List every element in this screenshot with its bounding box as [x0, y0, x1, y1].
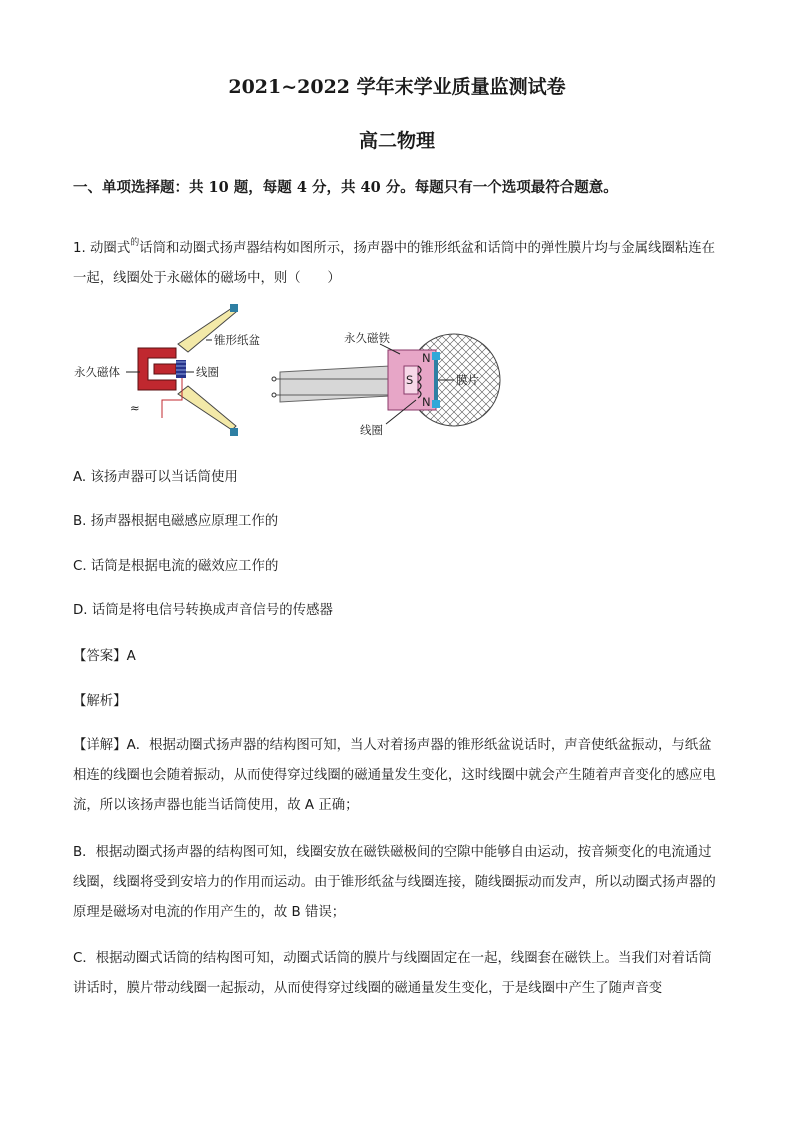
microphone-diagram: [272, 331, 500, 437]
answer-value: A: [126, 649, 136, 664]
page-title: 2021~2022 学年末学业质量监测试卷: [228, 76, 566, 98]
option-c: C. 话筒是根据电流的磁效应工作的: [73, 559, 279, 574]
mic-coil-label: 线圈: [360, 423, 383, 437]
question-stem-part2: 话筒和动圈式扬声器结构如图所示，扬声器中的锥形纸盆和话筒中的弹性膜片均与金属线圈粘连在一起，线圈处于永磁体的磁场中，则（ ）: [73, 241, 716, 286]
detail-b: B．根据动圈式扬声器的结构图可知，线圈安放在磁铁磁极间的空隙中能够自由运动，按音频变化的电流通过线圈，线圈将受到安培力的作用而运动。由于锥形纸盆与线圈连接，随线圈振动而发声，所以动圈式扬声器的原理是磁场对电流的作用产生的，故 B 错误；: [73, 845, 716, 920]
mic-pole-s: S: [406, 373, 414, 387]
answer-label: 【答案】: [73, 649, 127, 664]
section-heading: 一、单项选择题：共 10 题，每题 4 分，共 40 分。每题只有一个选项最符合题意。: [73, 179, 618, 196]
detail-a: [73, 731, 721, 821]
speaker-cone-edge-bottom: [230, 428, 238, 436]
mic-diaphragm: [434, 358, 438, 402]
speaker-diagram: [74, 304, 260, 436]
detail-a-text: A．根据动圈式扬声器的结构图可知，当人对着扬声器的锥形纸盆说话时，声音使纸盆振动，与纸盆相连的线圈也会随着振动，从而使得穿过线圈的磁通量发生变化，这时线圈中就会产生随着声音变化的感应电流，所以该扬声器也能当话筒使用，故 A 正确；: [73, 738, 716, 813]
detail-label: 【详解】: [73, 738, 127, 753]
question-stem: [73, 228, 721, 294]
answer-line: [73, 645, 136, 664]
mic-magnet-label: 永久磁铁: [344, 331, 390, 345]
option-a: A. 该扬声器可以当话筒使用: [73, 470, 238, 485]
speaker-cone-label: 锥形纸盆: [214, 333, 260, 347]
speaker-coil-label: 线圈: [196, 365, 219, 379]
detail-c: C．根据动圈式话筒的结构图可知，动圈式话筒的膜片与线圈固定在一起，线圈套在磁铁上。当我们对着话筒讲话时，膜片带动线圈一起振动，从而使得穿过线圈的磁通量发生变化，于是线圈中产生了随声音变: [73, 951, 712, 996]
speaker-cone-bottom: [178, 386, 236, 430]
page-subtitle: 高二物理: [358, 130, 435, 152]
speaker-magnet-core: [154, 364, 176, 374]
option-b: B. 扬声器根据电磁感应原理工作的: [73, 514, 279, 529]
speaker-cone-edge-top: [230, 304, 238, 312]
mic-handle: [280, 366, 390, 402]
question-number: 1.: [73, 241, 86, 256]
mic-pole-n-bottom: N: [422, 395, 431, 409]
question-stem-part1: 动圈式: [90, 241, 131, 256]
option-d: D. 话筒是将电信号转换成声音信号的传感器: [73, 603, 333, 618]
speaker-coil: [176, 360, 186, 378]
mic-pole-n-top: N: [422, 351, 431, 365]
speaker-microphone-figure: [70, 300, 520, 450]
speaker-magnet-label: 永久磁体: [74, 365, 120, 379]
ac-symbol: ≈: [130, 401, 140, 415]
mic-diaphragm-label: 膜片: [456, 373, 479, 387]
question-stem-sup: 的: [130, 238, 140, 248]
analysis-label: 【解析】: [73, 694, 127, 709]
